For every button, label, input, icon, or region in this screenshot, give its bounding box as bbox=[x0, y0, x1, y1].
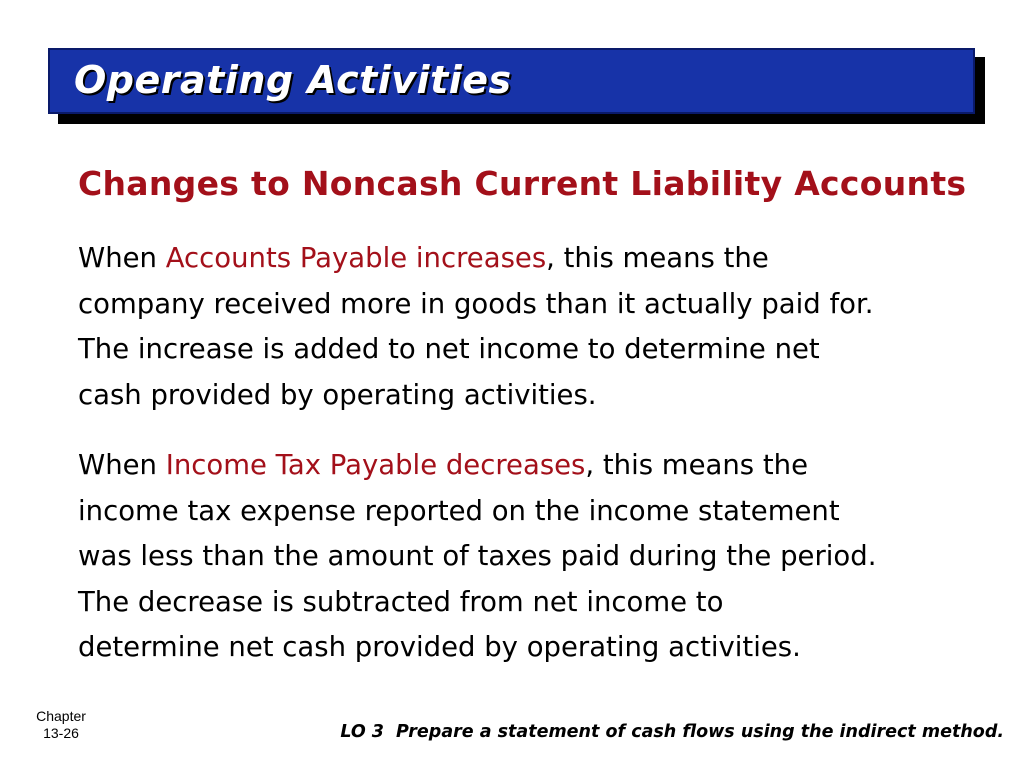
paragraph-line bbox=[78, 236, 874, 282]
highlight-term: Income Tax Payable decreases bbox=[165, 449, 586, 481]
paragraph-line: cash provided by operating activities. bbox=[78, 378, 597, 411]
paragraph-line: determine net cash provided by operating activities. bbox=[78, 631, 801, 663]
lo-text: Prepare a statement of cash flows using the indirect method. bbox=[396, 722, 1004, 742]
chapter-text: Chapter bbox=[36, 708, 86, 724]
paragraph-line: The decrease is subtracted from net income to bbox=[78, 585, 724, 618]
paragraph-accounts-payable bbox=[78, 236, 874, 418]
chapter-number: 13-26 bbox=[43, 725, 79, 741]
line-text: When bbox=[78, 449, 166, 481]
learning-objective-footer bbox=[340, 722, 1004, 742]
chapter-label bbox=[24, 708, 98, 742]
paragraph-line bbox=[78, 443, 876, 489]
paragraph-income-tax-payable bbox=[78, 443, 876, 671]
lo-label: LO 3 bbox=[340, 722, 384, 742]
paragraph-line: The increase is added to net income to determine net bbox=[78, 333, 820, 365]
title-bar bbox=[48, 48, 975, 114]
line-text: , this means the bbox=[585, 449, 808, 481]
slide-subtitle: Changes to Noncash Current Liability Accounts bbox=[78, 164, 967, 203]
paragraph-line: income tax expense reported on the income statement bbox=[78, 494, 840, 527]
paragraph-line: company received more in goods than it actually paid for. bbox=[78, 287, 874, 320]
line-text: When bbox=[78, 242, 166, 274]
highlight-term: Accounts Payable increases bbox=[165, 242, 547, 274]
slide-title: Operating Activities bbox=[74, 58, 512, 102]
paragraph-line: was less than the amount of taxes paid during the period. bbox=[78, 540, 877, 572]
line-text: , this means the bbox=[546, 242, 769, 274]
